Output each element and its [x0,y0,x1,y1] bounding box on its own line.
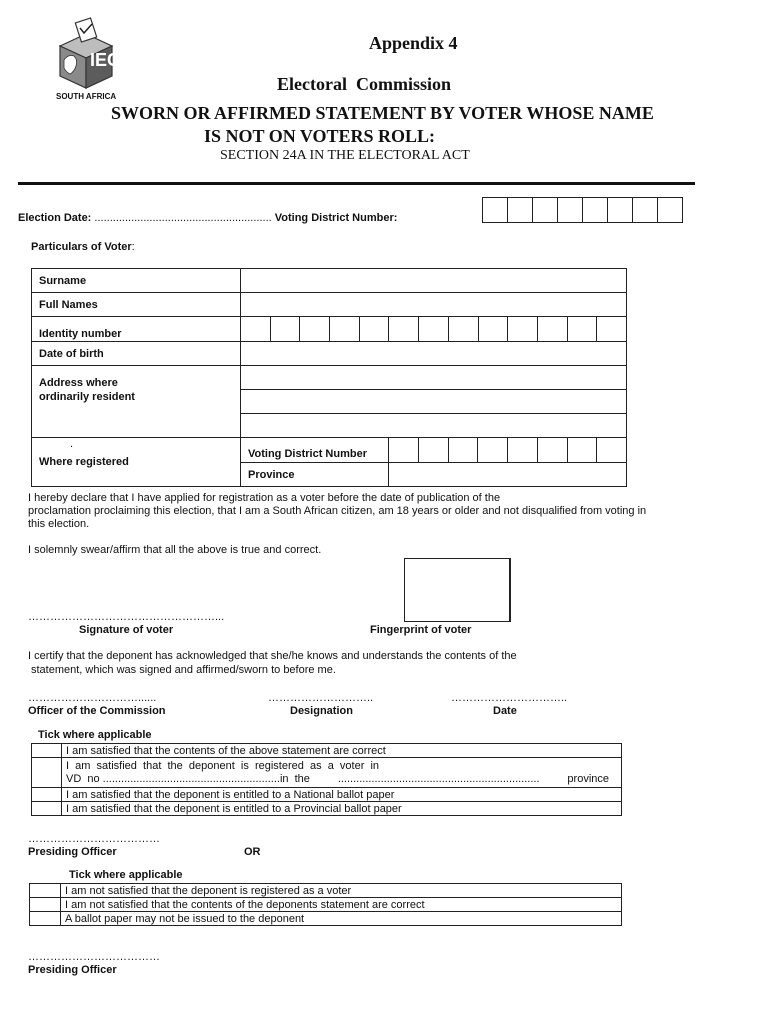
province-label: Province [241,463,389,487]
presiding-officer-label-1: Presiding Officer [28,846,117,858]
page-title-line1: SWORN OR AFFIRMED STATEMENT BY VOTER WHOSE NAME [111,103,654,123]
tick1-row3-text: I am satisfied that the deponent is entitled to a National ballot paper [62,788,622,802]
tick-box[interactable] [32,788,62,802]
fingerprint-box[interactable] [404,558,511,622]
header-divider [18,182,695,185]
where-registered-label: . Where registered [32,438,241,487]
tick-box[interactable] [32,744,62,758]
date-line[interactable]: ………………………….. [451,692,568,704]
tick-heading-1: Tick where applicable [38,729,152,741]
presiding-officer-label-2: Presiding Officer [28,964,117,976]
surname-field[interactable] [241,269,627,293]
signature-label: Signature of voter [79,624,174,636]
election-date-field[interactable]: .......................................................... [94,212,272,224]
election-date-row [18,212,397,224]
certify-text: I certify that the deponent has acknowledged that she/he knows and understands the contents of the statement, which was signed and affirmed/sworn to before me. [28,650,517,676]
identity-number-boxes[interactable] [241,317,627,342]
declaration-text: I hereby declare that I have applied for registration as a voter before the date of publication of the proclamation proclaiming this election, that I am a South African citizen, am 18 years or older and not disqualified from voting in this election. [28,492,647,530]
officer-label: Officer of the Commission [28,705,166,717]
address-field-line2[interactable] [241,390,627,414]
identity-number-label: Identity number [32,317,241,342]
tick2-row3-text: A ballot paper may not be issued to the deponent [61,912,622,926]
where-registered-vd-boxes[interactable] [389,438,627,463]
address-field-line3[interactable] [241,414,627,438]
appendix-label: Appendix 4 [369,33,458,53]
signature-line[interactable]: ……………………………………………... [28,611,225,623]
date-label: Date [493,705,517,717]
tick1-row1-text: I am satisfied that the contents of the above statement are correct [62,744,622,758]
vd-number-row-label: Voting District Number [241,438,389,463]
tick-heading-2: Tick where applicable [69,869,183,881]
fingerprint-label: Fingerprint of voter [370,624,472,636]
vd-number-boxes[interactable] [482,197,683,223]
designation-line[interactable]: ……………………….. [268,692,374,704]
presiding-officer-line-2[interactable]: ……………………………… [28,951,160,963]
address-field-line1[interactable] [241,366,627,390]
tick-box[interactable] [32,758,62,788]
tick2-row1-text: I am not satisfied that the deponent is registered as a voter [61,884,622,898]
date-of-birth-label: Date of birth [32,342,241,366]
full-names-field[interactable] [241,293,627,317]
or-label: OR [244,846,261,858]
tick-box[interactable] [30,898,61,912]
tick-box[interactable] [32,802,62,816]
date-of-birth-field[interactable] [241,342,627,366]
iec-logo [52,16,132,102]
province-field[interactable] [389,463,627,487]
tick1-row4-text: I am satisfied that the deponent is entitled to a Provincial ballot paper [62,802,622,816]
commission-label: Electoral Commission [277,74,451,94]
logo-text: IEC [90,50,121,70]
tick-box[interactable] [30,884,61,898]
presiding-officer-line-1[interactable]: ……………………………… [28,833,160,845]
full-names-label: Full Names [32,293,241,317]
vd-number-label: Voting District Number: [274,212,398,224]
page-title-line2: IS NOT ON VOTERS ROLL: [204,126,436,146]
tick2-row2-text: I am not satisfied that the contents of the deponents statement are correct [61,898,622,912]
election-date-label: Election Date: [18,212,92,224]
tick1-row2-text: I am satisfied that the deponent is registered as a voter in VD no ..........................................................in the .................................................................. province [62,758,622,788]
page-subtitle: SECTION 24A IN THE ELECTORAL ACT [220,148,470,163]
officer-signature-line[interactable]: …………………………...... [28,692,157,704]
address-label: Address where ordinarily resident [32,366,241,438]
particulars-table [31,268,627,487]
designation-label: Designation [290,705,353,717]
tick-box[interactable] [30,912,61,926]
particulars-heading: Particulars of Voter: [31,241,135,253]
surname-label: Surname [32,269,241,293]
logo-country: SOUTH AFRICA [56,92,117,101]
tick-table-2 [29,883,622,926]
tick-table-1 [31,743,622,816]
swear-statement: I solemnly swear/affirm that all the above is true and correct. [28,544,322,556]
